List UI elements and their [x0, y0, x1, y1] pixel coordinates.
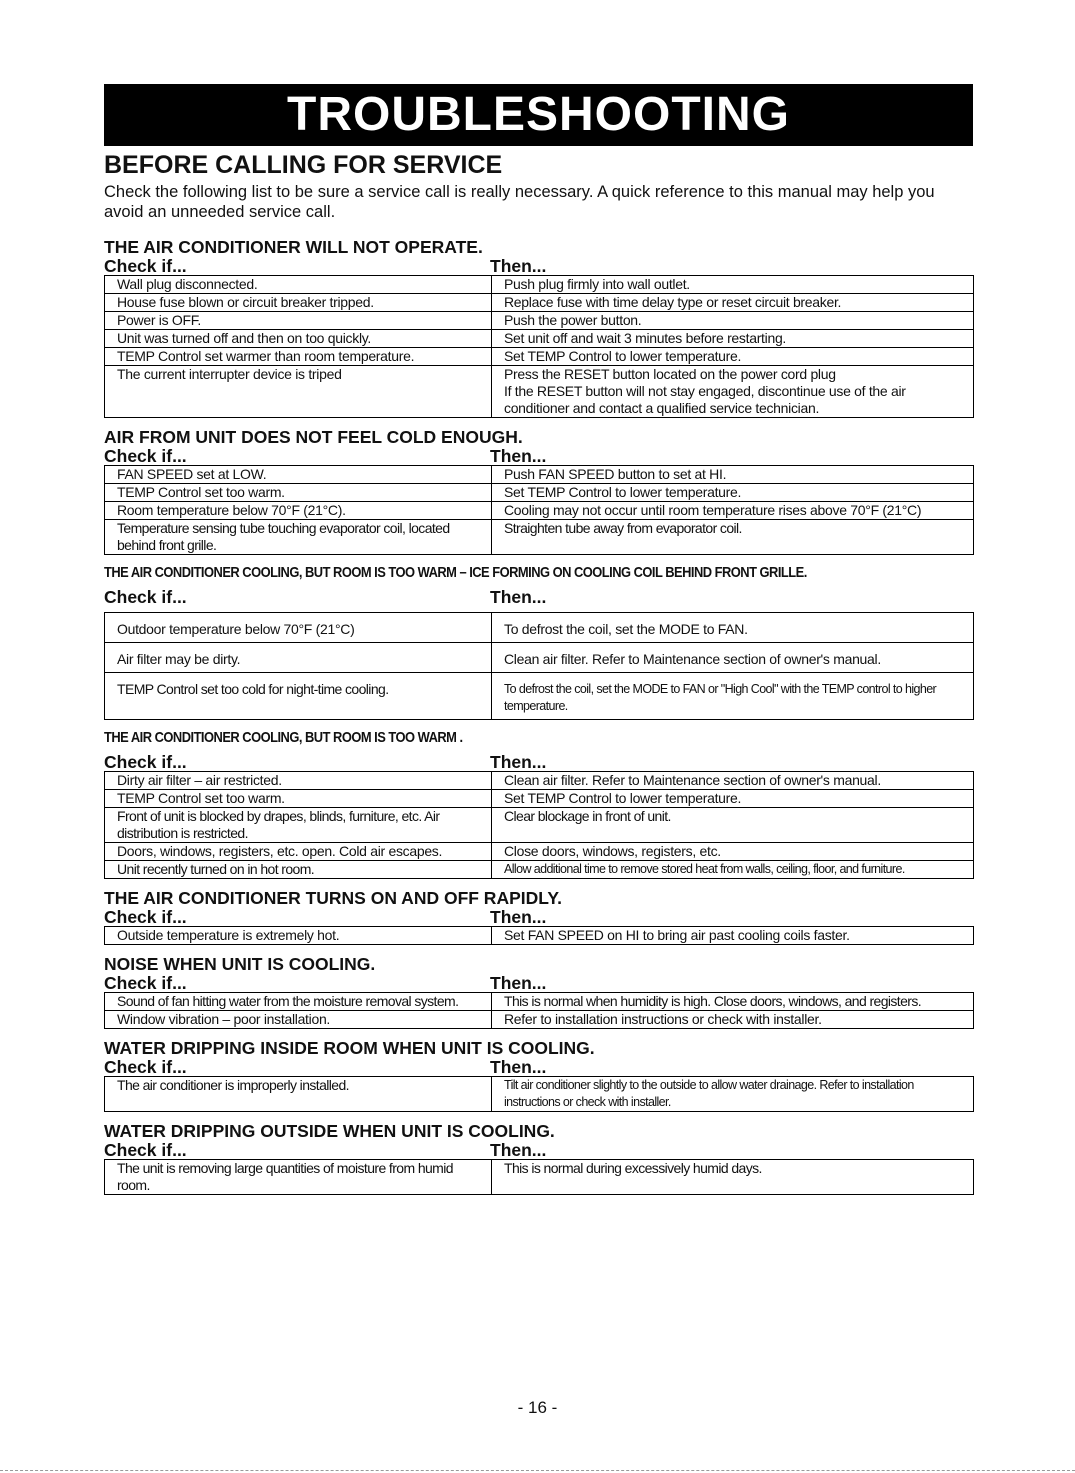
- section-title: WATER DRIPPING OUTSIDE WHEN UNIT IS COOLING.: [104, 1121, 555, 1141]
- then-header: Then...: [490, 587, 547, 607]
- then-header: Then...: [490, 973, 547, 993]
- section-title: THE AIR CONDITIONER TURNS ON AND OFF RAPIDLY.: [104, 888, 562, 908]
- troubleshoot-table: [104, 771, 974, 879]
- then-cell: This is normal when humidity is high. Close doors, windows, and registers.: [492, 993, 974, 1011]
- then-header: Then...: [490, 1057, 547, 1077]
- table-row: [105, 312, 974, 330]
- then-header: Then...: [490, 1140, 547, 1160]
- table-row: [105, 843, 974, 861]
- column-headers: [104, 974, 974, 992]
- then-cell: Clean air filter. Refer to Maintenance section of owner's manual.: [492, 772, 974, 790]
- column-headers: [104, 1141, 974, 1159]
- then-cell: Set TEMP Control to lower temperature.: [492, 790, 974, 808]
- check-cell: Window vibration – poor installation.: [105, 1011, 492, 1029]
- then-header: Then...: [490, 752, 547, 772]
- section-title: WATER DRIPPING INSIDE ROOM WHEN UNIT IS COOLING.: [104, 1038, 595, 1058]
- troubleshoot-section: [104, 1122, 974, 1195]
- then-cell: Set unit off and wait 3 minutes before restarting.: [492, 330, 974, 348]
- table-row: [105, 276, 974, 294]
- check-cell: Room temperature below 70°F (21°C).: [105, 502, 492, 520]
- table-row: [105, 643, 974, 673]
- troubleshoot-section: [104, 889, 974, 945]
- table-row: [105, 993, 974, 1011]
- table-row: [105, 790, 974, 808]
- table-row: [105, 294, 974, 312]
- check-if-header: Check if...: [104, 587, 187, 607]
- check-cell: The current interrupter device is triped: [105, 366, 492, 418]
- then-header: Then...: [490, 256, 547, 276]
- column-headers: [104, 588, 974, 606]
- table-row: [105, 466, 974, 484]
- then-cell: Set TEMP Control to lower temperature.: [492, 484, 974, 502]
- table-row: [105, 927, 974, 945]
- check-cell: House fuse blown or circuit breaker tripped.: [105, 294, 492, 312]
- check-cell: Wall plug disconnected.: [105, 276, 492, 294]
- then-cell: Clear blockage in front of unit.: [492, 808, 974, 843]
- check-cell: Outdoor temperature below 70°F (21°C): [105, 613, 492, 643]
- then-cell: Cooling may not occur until room temperature rises above 70°F (21°C): [492, 502, 974, 520]
- check-if-header: Check if...: [104, 446, 187, 466]
- then-cell: To defrost the coil, set the MODE to FAN or "High Cool" with the TEMP control to higher temperature.: [492, 673, 974, 720]
- column-headers: [104, 447, 974, 465]
- section-title: THE AIR CONDITIONER COOLING, BUT ROOM IS TOO WARM – ICE FORMING ON COOLING COIL BEHIND FRONT GRILLE.: [104, 564, 807, 581]
- section-title: AIR FROM UNIT DOES NOT FEEL COLD ENOUGH.: [104, 427, 523, 447]
- troubleshoot-section: [104, 238, 974, 418]
- column-headers: [104, 257, 974, 275]
- then-cell: Clean air filter. Refer to Maintenance section of owner's manual.: [492, 643, 974, 673]
- check-cell: TEMP Control set too warm.: [105, 484, 492, 502]
- table-row: [105, 502, 974, 520]
- then-cell: Press the RESET button located on the power cord plug If the RESET button will not stay engaged, discontinue use of the air conditioner and contact a qualified service technician.: [492, 366, 974, 418]
- check-if-header: Check if...: [104, 1057, 187, 1077]
- check-if-header: Check if...: [104, 907, 187, 927]
- troubleshoot-section: [104, 728, 974, 879]
- then-cell: Close doors, windows, registers, etc.: [492, 843, 974, 861]
- table-row: [105, 808, 974, 843]
- then-cell: Set FAN SPEED on HI to bring air past cooling coils faster.: [492, 927, 974, 945]
- check-if-header: Check if...: [104, 1140, 187, 1160]
- then-cell: This is normal during excessively humid days.: [492, 1160, 974, 1195]
- table-row: [105, 772, 974, 790]
- check-cell: Air filter may be dirty.: [105, 643, 492, 673]
- check-cell: TEMP Control set too warm.: [105, 790, 492, 808]
- table-row: [105, 1011, 974, 1029]
- check-cell: Unit was turned off and then on too quickly.: [105, 330, 492, 348]
- then-header: Then...: [490, 446, 547, 466]
- table-row: [105, 1077, 974, 1112]
- check-cell: Dirty air filter – air restricted.: [105, 772, 492, 790]
- document-body: [104, 150, 974, 1195]
- check-cell: TEMP Control set too cold for night-time cooling.: [105, 673, 492, 720]
- troubleshoot-table: [104, 1159, 974, 1195]
- then-cell: Refer to installation instructions or check with installer.: [492, 1011, 974, 1029]
- table-row: [105, 348, 974, 366]
- check-cell: The unit is removing large quantities of moisture from humid room.: [105, 1160, 492, 1195]
- check-cell: Outside temperature is extremely hot.: [105, 927, 492, 945]
- troubleshoot-section: [104, 428, 974, 555]
- troubleshoot-section: [104, 563, 974, 720]
- troubleshoot-table: [104, 1076, 974, 1112]
- then-header: Then...: [490, 907, 547, 927]
- table-row: [105, 484, 974, 502]
- table-row: [105, 613, 974, 643]
- then-cell: Straighten tube away from evaporator coil.: [492, 520, 974, 555]
- section-title: NOISE WHEN UNIT IS COOLING.: [104, 954, 376, 974]
- then-cell: Replace fuse with time delay type or reset circuit breaker.: [492, 294, 974, 312]
- troubleshoot-section: [104, 955, 974, 1029]
- column-headers: [104, 753, 974, 771]
- table-row: [105, 366, 974, 418]
- troubleshoot-table: [104, 926, 974, 945]
- troubleshoot-table: [104, 992, 974, 1029]
- then-cell: Push FAN SPEED button to set at HI.: [492, 466, 974, 484]
- section-title: THE AIR CONDITIONER WILL NOT OPERATE.: [104, 237, 483, 257]
- column-headers: [104, 1058, 974, 1076]
- then-cell: Tilt air conditioner slightly to the outside to allow water drainage. Refer to installation instructions or check with installer.: [492, 1077, 974, 1112]
- service-title: BEFORE CALLING FOR SERVICE: [104, 151, 503, 179]
- bottom-rule: [0, 1470, 1075, 1471]
- table-row: [105, 1160, 974, 1195]
- column-headers: [104, 908, 974, 926]
- intro-text: Check the following list to be sure a service call is really necessary. A quick reference to this manual may help you avoid an unneeded service call.: [104, 183, 935, 221]
- table-row: [105, 520, 974, 555]
- then-cell: Set TEMP Control to lower temperature.: [492, 348, 974, 366]
- troubleshoot-table: [104, 275, 974, 418]
- check-if-header: Check if...: [104, 752, 187, 772]
- check-cell: Front of unit is blocked by drapes, blinds, furniture, etc. Air distribution is restricted.: [105, 808, 492, 843]
- check-if-header: Check if...: [104, 973, 187, 993]
- then-cell: Allow additional time to remove stored heat from walls, ceiling, floor, and furniture.: [492, 861, 974, 879]
- troubleshooting-banner: TROUBLESHOOTING: [104, 84, 973, 146]
- troubleshoot-table: [104, 465, 974, 555]
- check-cell: Sound of fan hitting water from the moisture removal system.: [105, 993, 492, 1011]
- check-cell: Unit recently turned on in hot room.: [105, 861, 492, 879]
- table-row: [105, 330, 974, 348]
- then-cell: Push the power button.: [492, 312, 974, 330]
- check-if-header: Check if...: [104, 256, 187, 276]
- sections-container: [104, 238, 974, 1195]
- then-cell: To defrost the coil, set the MODE to FAN.: [492, 613, 974, 643]
- then-cell: Push plug firmly into wall outlet.: [492, 276, 974, 294]
- page-number: - 16 -: [517, 1398, 558, 1417]
- check-cell: Temperature sensing tube touching evaporator coil, located behind front grille.: [105, 520, 492, 555]
- check-cell: FAN SPEED set at LOW.: [105, 466, 492, 484]
- check-cell: Power is OFF.: [105, 312, 492, 330]
- table-row: [105, 673, 974, 720]
- check-cell: TEMP Control set warmer than room temperature.: [105, 348, 492, 366]
- check-cell: Doors, windows, registers, etc. open. Cold air escapes.: [105, 843, 492, 861]
- table-row: [105, 861, 974, 879]
- section-title: THE AIR CONDITIONER COOLING, BUT ROOM IS TOO WARM .: [104, 729, 463, 746]
- troubleshoot-table: [104, 612, 974, 720]
- check-cell: The air conditioner is improperly installed.: [105, 1077, 492, 1112]
- troubleshoot-section: [104, 1039, 974, 1112]
